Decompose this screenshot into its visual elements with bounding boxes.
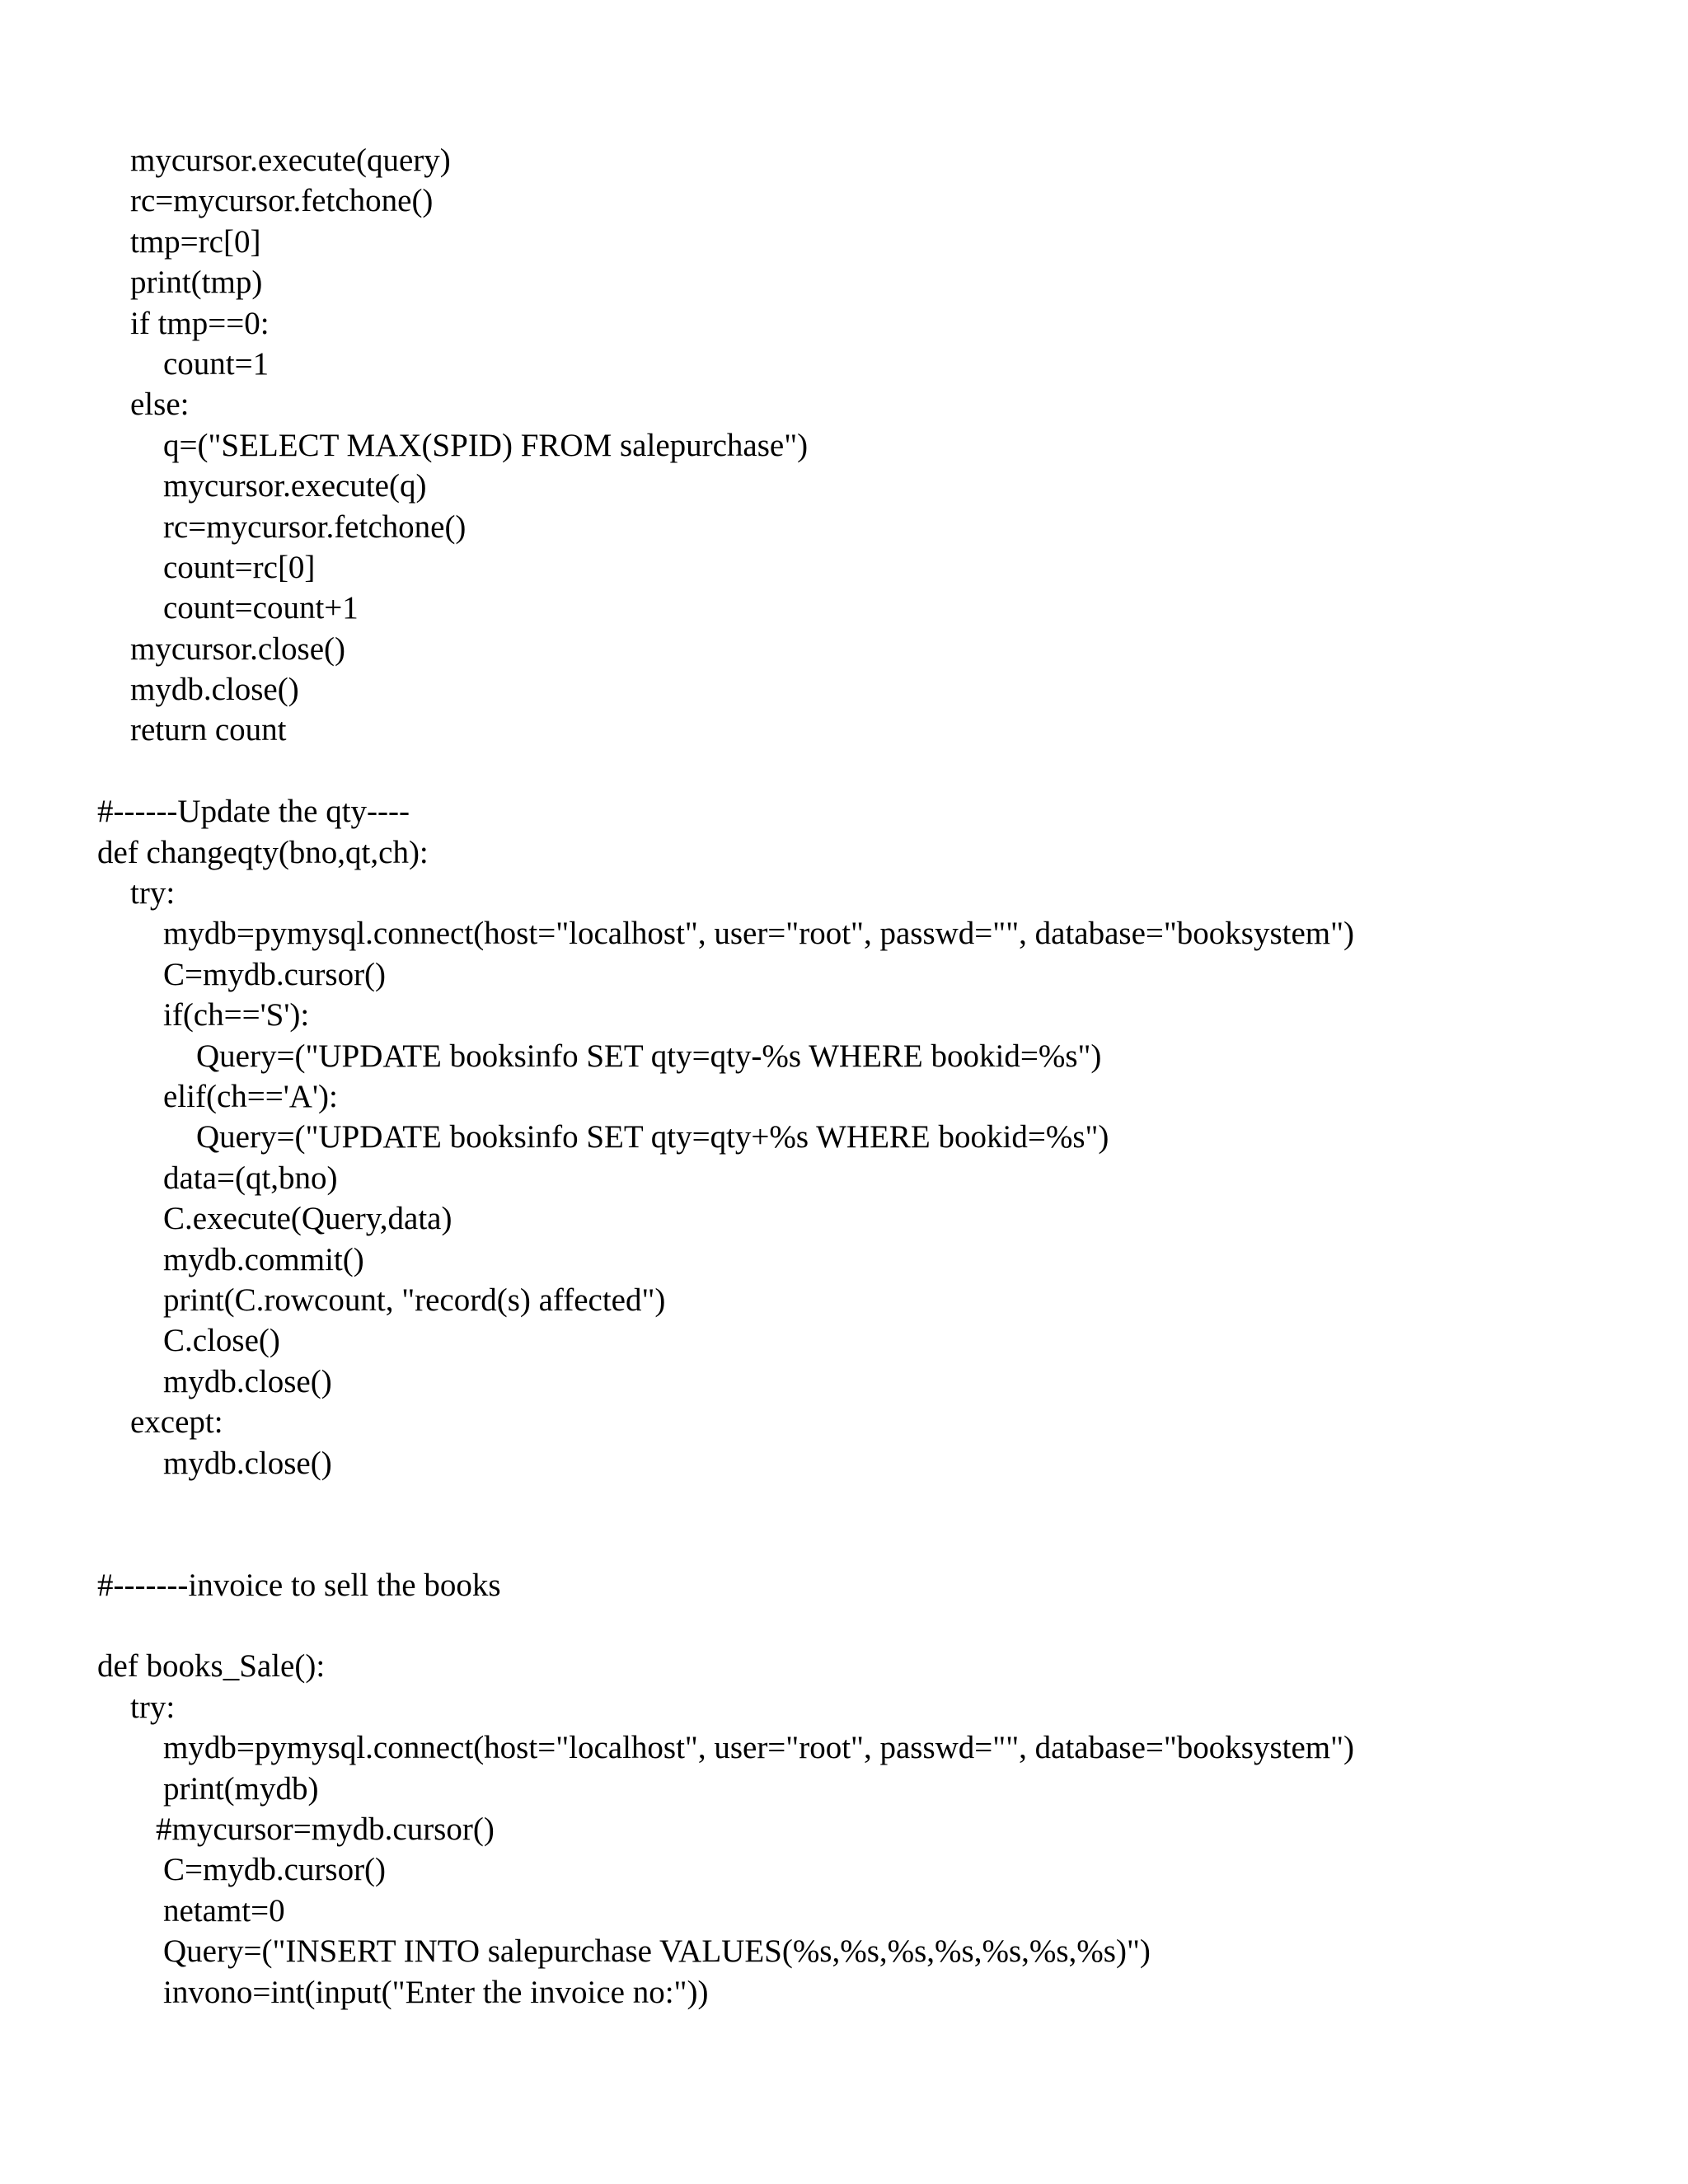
code-line: Query=("UPDATE booksinfo SET qty=qty+%s WHERE bookid=%s") <box>196 1119 1109 1155</box>
code-line: def books_Sale(): <box>97 1648 326 1685</box>
code-line: print(C.rowcount, "record(s) affected") <box>163 1282 666 1318</box>
code-line: mydb=pymysql.connect(host="localhost", user="root", passwd="", database="booksystem") <box>163 916 1355 952</box>
code-line: elif(ch=='A'): <box>163 1078 338 1114</box>
code-line: Query=("INSERT INTO salepurchase VALUES(%s,%s,%s,%s,%s,%s,%s)") <box>163 1933 1151 1970</box>
code-listing <box>0 140 1354 2013</box>
code-line: #-------invoice to sell the books <box>97 1567 501 1603</box>
code-line: if(ch=='S'): <box>163 997 310 1033</box>
code-line: count=1 <box>163 345 270 382</box>
code-line: mycursor.close() <box>130 630 346 667</box>
code-line: def changeqty(bno,qt,ch): <box>97 834 429 870</box>
code-line: invono=int(input("Enter the invoice no:")) <box>163 1974 709 2010</box>
code-line: data=(qt,bno) <box>163 1160 338 1196</box>
blank-line <box>0 1524 1354 1564</box>
code-line: mydb.commit() <box>163 1241 364 1277</box>
code-line: print(tmp) <box>130 265 263 301</box>
blank-line <box>0 1483 1354 1524</box>
code-line: if tmp==0: <box>130 305 270 341</box>
code-line: C.close() <box>163 1323 280 1359</box>
code-line: except: <box>130 1404 223 1441</box>
code-line: try: <box>130 1689 176 1725</box>
code-line: print(mydb) <box>163 1770 319 1807</box>
code-line: #------Update the qty---- <box>97 794 410 830</box>
code-line: mydb.close() <box>130 672 299 708</box>
code-line: C.execute(Query,data) <box>163 1201 452 1237</box>
code-line: mycursor.execute(query) <box>130 143 451 178</box>
code-line: count=rc[0] <box>163 549 316 585</box>
code-line: #mycursor=mydb.cursor() <box>156 1811 495 1848</box>
code-line: mydb.close() <box>163 1445 332 1481</box>
code-line: mycursor.execute(q) <box>163 468 427 504</box>
code-line: Query=("UPDATE booksinfo SET qty=qty-%s WHERE bookid=%s") <box>196 1038 1102 1074</box>
code-line: try: <box>130 875 176 912</box>
code-line: q=("SELECT MAX(SPID) FROM salepurchase") <box>163 427 809 463</box>
code-line: C=mydb.cursor() <box>163 956 387 992</box>
code-line: C=mydb.cursor() <box>163 1852 387 1888</box>
code-line: return count <box>130 712 287 748</box>
code-line: rc=mycursor.fetchone() <box>130 183 434 219</box>
blank-line <box>0 751 1354 791</box>
code-line: mydb.close() <box>163 1363 332 1399</box>
blank-line <box>0 1605 1354 1646</box>
code-line: rc=mycursor.fetchone() <box>163 509 467 545</box>
code-line: netamt=0 <box>163 1892 285 1929</box>
code-line: count=count+1 <box>163 590 359 626</box>
code-line: else: <box>130 387 190 423</box>
code-line: mydb=pymysql.connect(host="localhost", user="root", passwd="", database="booksystem") <box>163 1730 1355 1766</box>
code-line: tmp=rc[0] <box>130 223 261 260</box>
